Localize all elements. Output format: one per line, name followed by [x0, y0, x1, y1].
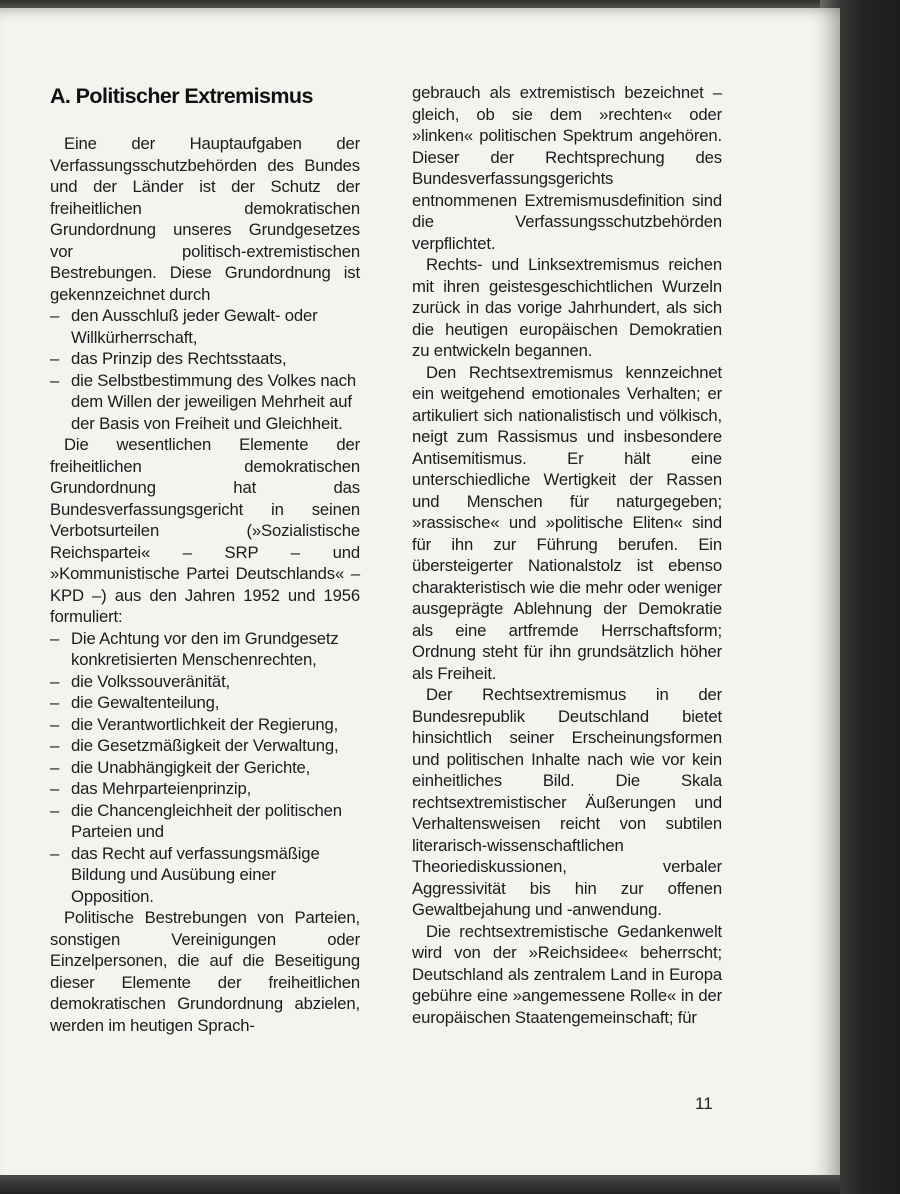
list-item: – die Verantwortlichkeit der Regierung,: [50, 714, 360, 736]
page-number: 11: [695, 1094, 713, 1113]
paragraph: Der Rechtsextremismus in der Bundesrepublik Deutschland bietet hinsichtlich seiner Erscheinungsformen und politischen Inhalte nach wie vor kein einheitliches Bild. Die Skala rechtsextremistischer Äußerungen und Verhaltensweisen reicht von subtilen literarisch-wissenschaftlichen Theoriediskussionen, verbaler Aggressivität bis hin zur offenen Gewaltbejahung und -anwendung.: [412, 685, 722, 919]
paragraph: Politische Bestrebungen von Parteien, sonstigen Vereinigungen oder Einzelpersonen, die auf die Beseitigung dieser Elemente der freiheitlichen demokratischen Grundordnung abzielen, werden im heutigen Sprach-: [50, 908, 360, 1035]
principles-list: [50, 305, 360, 434]
right-column: [412, 82, 722, 1028]
paragraph: Den Rechtsextremismus kennzeichnet ein weitgehend emotionales Verhalten; er artikuliert sich nationalistisch und völkisch, neigt zum Rassismus und insbesondere Antisemitismus. Er hält eine unterschiedliche Wertigkeit der Rassen und Menschen für naturgegeben; »rassische« und »politische Eliten« sind für ihn zur Führung berufen. Ein übersteigerter Nationalstolz ist ebenso charakteristisch wie die mehr oder weniger ausgeprägte Ablehnung der Demokratie als eine artfremde Herrschaftsform; Ordnung steht für ihn grundsätzlich höher als Freiheit.: [412, 362, 722, 683]
scan-edge-bottom: [0, 1175, 840, 1194]
left-column: [50, 68, 360, 1036]
list-item: – das Mehrparteienprinzip,: [50, 778, 360, 800]
paragraph: Die wesentlichen Elemente der freiheitlichen demokratischen Grundordnung hat das Bundesverfassungsgericht in seinen Verbotsurteilen (»Sozialistische Reichspartei« – SRP – und »Kommunistische Partei Deutschlands« – KPD –) aus den Jahren 1952 und 1956 formuliert:: [50, 435, 360, 626]
paragraph: Die rechtsextremistische Gedankenwelt wird von der »Reichsidee« beherrscht; Deutschland als zentralem Land in Europa gebühre eine »angemessene Rolle« in der europäischen Staatengemeinschaft; für: [412, 921, 722, 1027]
elements-list: [50, 628, 360, 908]
list-item: – das Prinzip des Rechtsstaats,: [50, 348, 360, 370]
paragraph: gebrauch als extremistisch bezeichnet – gleich, ob sie dem »rechten« oder »linken« politischen Spektrum angehören. Dieser der Rechtsprechung des Bundesverfassungsgerichts entnommenen Extremismusdefinition sind die Verfassungsschutzbehörden verpflichtet.: [412, 83, 722, 253]
paragraph: Rechts- und Linksextremismus reichen mit ihren geistesgeschichtlichen Wurzeln zurück in das vorige Jahrhundert, als sich die heutigen europäischen Demokratien zu entwickeln begannen.: [412, 255, 722, 360]
list-item: – die Chancengleichheit der politischen Parteien und: [50, 800, 360, 843]
list-item: – das Recht auf verfassungsmäßige Bildung und Ausübung einer Opposition.: [50, 843, 360, 908]
list-item: – die Selbstbestimmung des Volkes nach dem Willen der jeweiligen Mehrheit auf der Basis von Freiheit und Gleichheit.: [50, 370, 360, 435]
list-item: – Die Achtung vor den im Grundgesetz konkretisierten Menschenrechten,: [50, 628, 360, 671]
list-item: – den Ausschluß jeder Gewalt- oder Willkürherrschaft,: [50, 305, 360, 348]
paragraph: Eine der Hauptaufgaben der Verfassungsschutzbehörden des Bundes und der Länder ist der Schutz der freiheitlichen demokratischen Grundordnung unseres Grundgesetzes vor politisch-extremistischen Bestrebungen. Diese Grundordnung ist gekennzeichnet durch: [50, 134, 360, 304]
book-page: [0, 8, 840, 1183]
list-item: – die Gesetzmäßigkeit der Verwaltung,: [50, 735, 360, 757]
list-item: – die Gewaltenteilung,: [50, 692, 360, 714]
list-item: – die Volkssouveränität,: [50, 671, 360, 693]
section-heading: A. Politischer Extremismus: [50, 84, 313, 108]
list-item: – die Unabhängigkeit der Gerichte,: [50, 757, 360, 779]
